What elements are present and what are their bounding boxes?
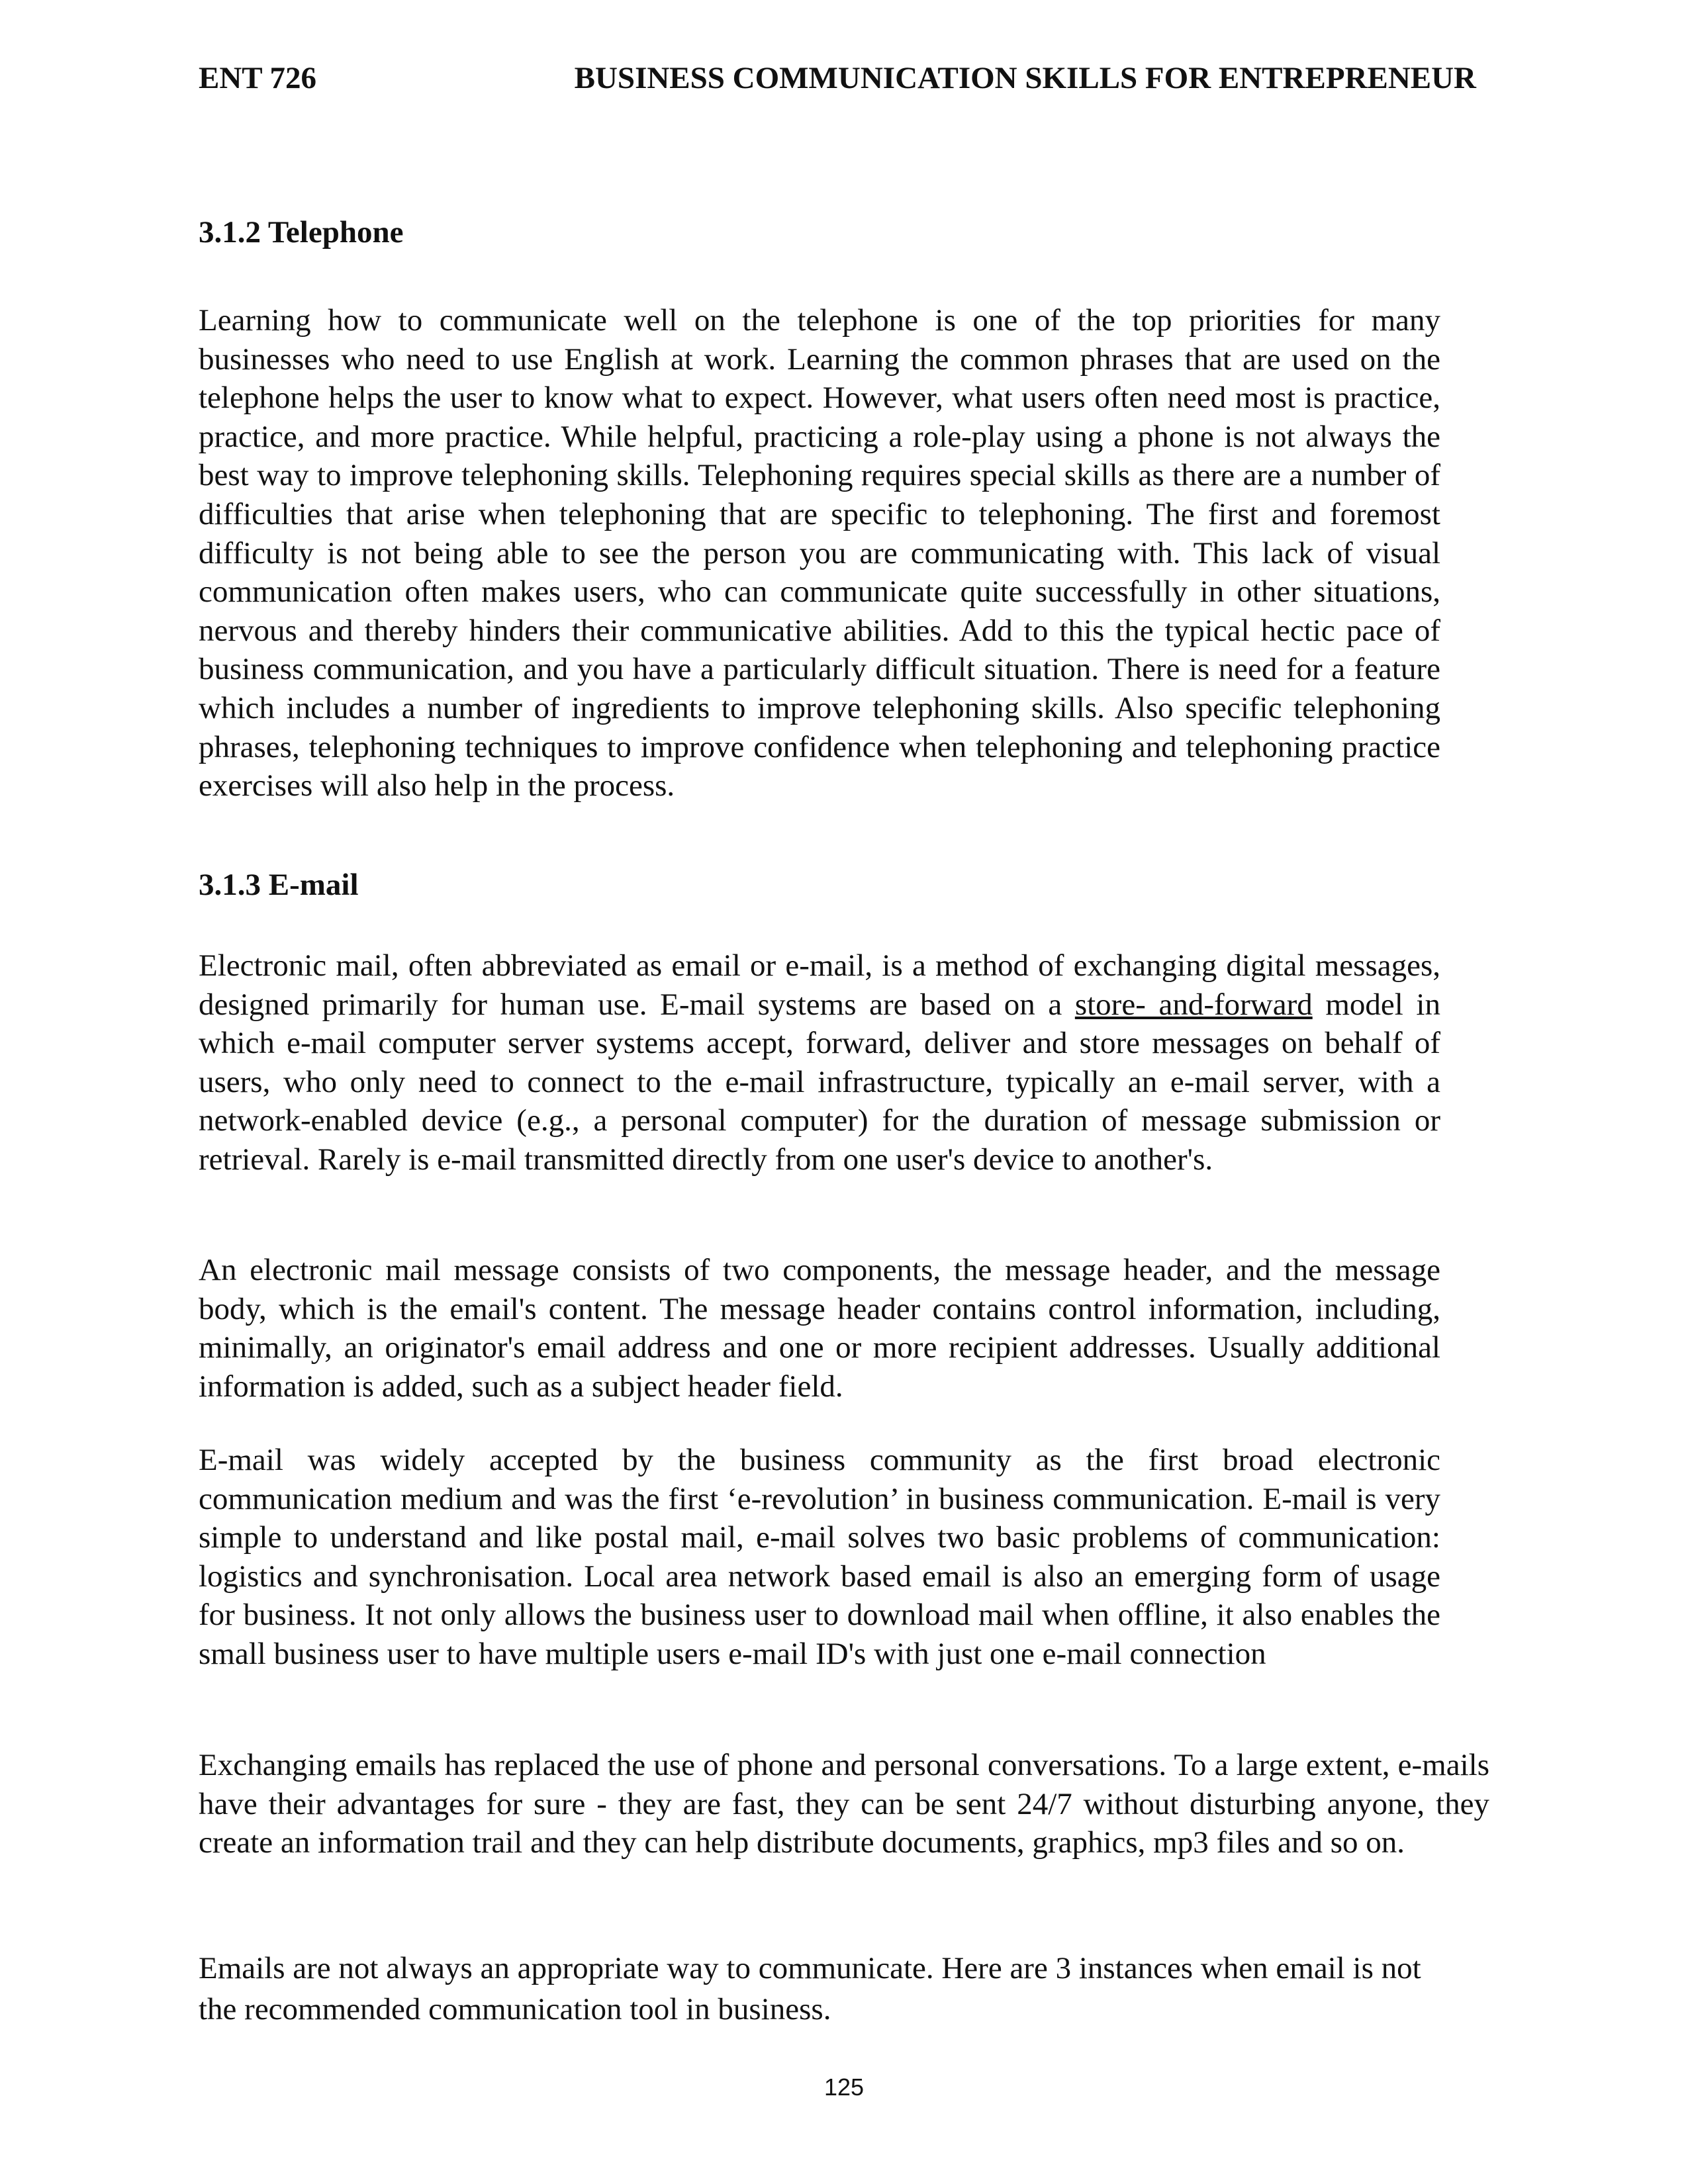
email-paragraph-4: Exchanging emails has replaced the use of phone and personal conversations. To a large extent, e-mails have their advantages for sure - they are fast, they can be sent 24/7 without disturbing anyone, they create an information trail and they can help distribute documents, graphics, mp3 files and so on.: [199, 1748, 1489, 1860]
section-heading-telephone: 3.1.2 Telephone: [199, 215, 404, 250]
course-title: BUSINESS COMMUNICATION SKILLS FOR ENTREPRENEUR: [574, 61, 1476, 95]
email-p1-text-after: model in which e-mail computer server systems accept, forward, deliver and store messages on behalf of users, who only need to connect to the e-mail infrastructure, typically an e-mail server, with a network-enabled device (e.g., a personal computer) for the duration of message submission or retrieval. Rarely is e-mail transmitted directly from one user's device to another's.: [199, 987, 1440, 1177]
email-paragraph-3: E-mail was widely accepted by the business community as the first broad electronic communication medium and was the first ‘e-revolution’ in business communication. E-mail is very simple to understand and like postal mail, e-mail solves two basic problems of communication: logistics and synchronisation. Local area network based email is also an emerging form of usage for business. It not only allows the business user to download mail when offline, it also enables the small business user to have multiple users e-mail ID's with just one e-mail connection: [199, 1443, 1440, 1671]
running-header: [199, 58, 1476, 98]
store-and-forward-link[interactable]: store- and-forward: [1074, 987, 1313, 1022]
section-heading-email: 3.1.3 E-mail: [199, 868, 359, 902]
email-paragraph-5: Emails are not always an appropriate way to communicate. Here are 3 instances when email is not the recommended communication tool in business.: [199, 1951, 1421, 2026]
telephone-paragraph: Learning how to communicate well on the telephone is one of the top priorities for many businesses who need to use English at work. Learning the common phrases that are used on the telephone helps the user to know what to expect. However, what users often need most is practice, practice, and more practice. While helpful, practicing a role-play using a phone is not always the best way to improve telephoning skills. Telephoning requires special skills as there are a number of difficulties that arise when telephoning that are specific to telephoning. The first and foremost difficulty is not being able to see the person you are communicating with. This lack of visual communication often makes users, who can communicate quite successfully in other situations, nervous and thereby hinders their communicative abilities. Add to this the typical hectic pace of business communication, and you have a particularly difficult situation. There is need for a feature which includes a number of ingredients to improve telephoning skills. Also specific telephoning phrases, telephoning techniques to improve confidence when telephoning and telephoning practice exercises will also help in the process.: [199, 303, 1440, 803]
email-paragraph-2: An electronic mail message consists of two components, the message header, and the message body, which is the email's content. The message header contains control information, including, minimally, an originator's email address and one or more recipient addresses. Usually additional information is added, such as a subject header field.: [199, 1253, 1440, 1404]
email-paragraph-1: [199, 946, 1440, 1179]
page-number: 125: [823, 2073, 865, 2101]
course-code: ENT 726: [199, 61, 317, 95]
email-p1-text-before: Electronic mail, often abbreviated as email or e-mail, is a method of exchanging digital messages, designed primarily for human use. E-mail systems are based on a: [199, 948, 1440, 1022]
